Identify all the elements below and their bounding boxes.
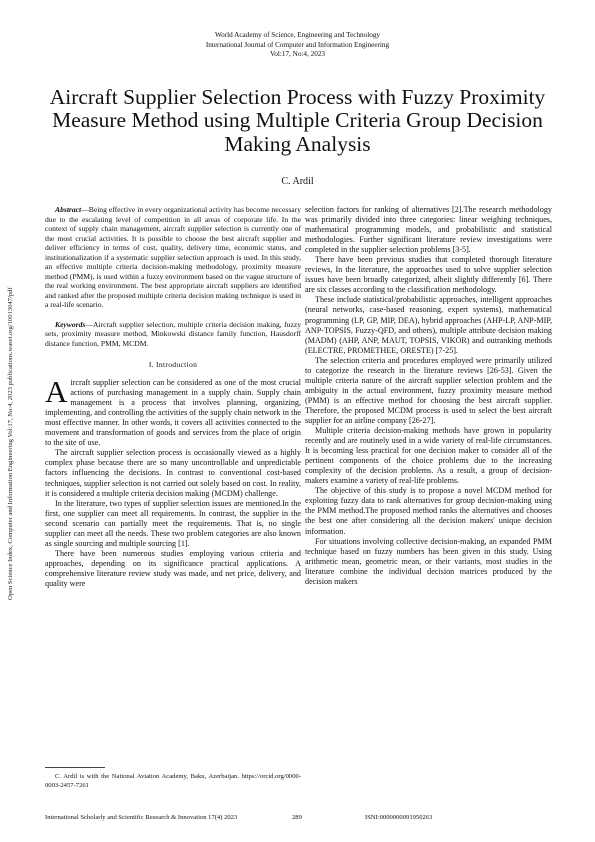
body-paragraph: The objective of this study is to propose a novel MCDM method for exploiting fuzzy data to rank alternatives for group decision-making using the PMM method.The proposed method ranks the alternatives and chooses the best one after considering all the decision makers' unique decision information. (305, 486, 552, 536)
abstract-label: Abstract (55, 205, 82, 214)
abstract (45, 205, 301, 310)
journal-header-line-1: World Academy of Science, Engineering and Technology (214, 31, 381, 39)
keywords-label: Keywords (55, 319, 86, 329)
page-number: 289 (292, 814, 302, 821)
body-paragraph: The selection criteria and procedures employed were primarily utilized to categorize the research in the literature reviews [26-53]. Given the multiple criteria nature of the aircraft supplier selection problem and the ambiguity in the actual environment, fuzzy proximity measure method (PMM) is an effective method for choosing the best aircraft supplier. Therefore, the proposed MCDM process is used to select the best aircraft supplier for an airline company [26-27]. (305, 355, 552, 425)
body-paragraph: There have been numerous studies employing various criteria and approaches, depending on its significance practical applications. A comprehensive literature review study was made, and net price, delivery, and quality were (45, 548, 301, 588)
footer-journal-info: International Scholarly and Scientific Research & Innovation 17(4) 2023 (45, 814, 238, 821)
keywords-text: —Aircraft supplier selection, multiple criteria decision making, fuzzy sets, proximity measure method, Minkowski distance family function, Hausdorff distance function, PMM, MCDM. (45, 319, 301, 348)
section-heading-introduction: I. Introduction (148, 360, 198, 369)
paragraph-text: ircraft supplier selection can be considered as one of the most crucial actions of purchasing management in a supply chain. Supply chain management is a process that involves planning, organizing, implementing, and controlling the activities of the supply chain network in the most effective manner. In other words, it covers all activities connected to the movement and transformation of goods and services from the place of origin to the site of use. (45, 378, 301, 448)
author-name: C. Ardil (281, 176, 314, 187)
body-paragraph: Multiple criteria decision-making methods have grown in popularity recently and are routinely used in a wide variety of real-life circumstances. It is becoming less practical for one decision maker to consider all of the pertinent components of the choice problems due to the increasing complexity of the decision problems. As a result, a group of decision-makers examine a variety of real-life problems. (305, 426, 552, 486)
journal-header-line-3: Vol:17, No:4, 2023 (270, 50, 325, 59)
body-paragraph: selection factors for ranking of alternatives [2].The research methodology was primarily divided into three categories: linear weighing techniques, mathematical programming models, and probabilistic and statistical methodologies. Further significant literature review investigations were completed in the supplier selection problems [3-5]. (305, 205, 552, 255)
body-paragraph: These include statistical/probabilistic approaches, intelligent approaches (neural networks, case-based reasoning, expert systems), mathematical programming (LP, GP, MIP, DEA), hybrid approaches (AHP-LP, ANP-MIP, ANP-TOPSIS, Fuzzy-QFD, and others), multiple attribute decision making (MADM) (AHP, ANP, MAUT, TOPSIS, VIKOR) and outranking methods (ELECTRE, PROMETHEE, ORESTE) [7-25]. (305, 295, 552, 355)
abstract-text: —Being effective in every organizational activity has become necessary due to the escalating level of competition in all areas of corporate life. In the context of supply chain management, aircraft supplier selection is currently one of the most crucial activities. It is possible to choose the best aircraft supplier and deliver efficiency in terms of cost, quality, delivery time, economic status, and institutionalization if a systematic supplier selection approach is used. In this study, an effective multiple criteria decision-making methodology, proximity measure method (PMM), is used within a fuzzy environment based on the vague structure of the real working environment. The best appropriate aircraft suppliers are identified and ranked after the proposed multiple criteria decision making technique is used in a real-life scenario. (45, 205, 301, 309)
body-paragraph: For situations involving collective decision-making, an expanded PMM technique based on fuzzy numbers has been given in this study. Using arithmetic mean, geometric mean, or their variants, most studies in the literature combine the individual decision matrices produced by the decision makers (305, 536, 552, 586)
journal-header-line-2: International Journal of Computer and Information Engineering (205, 40, 390, 49)
open-science-index-sidebar: Open Science Index, Computer and Information Engineering Vol:17, No:4, 2023 publications.waset.org/10013047/pdf (7, 287, 14, 600)
body-paragraph: The aircraft supplier selection process is occasionally viewed as a highly complex phase because there are so many uncontrollable and unpredictable factors influencing the decisions. In contrast to conventional cost-based techniques, supplier selection is not carried out solely based on cost. In reality, it is considered a multiple criteria decision making (MCDM) challenge. (45, 448, 301, 498)
drop-cap: A (45, 374, 68, 410)
journal-header (0, 31, 595, 60)
keywords (45, 320, 301, 349)
paper-title: Aircraft Supplier Selection Process with Fuzzy Proximity Measure Method using Multiple Criteria Group Decision Making Analysis (49, 85, 546, 156)
body-paragraph: In the literature, two types of supplier selection issues are mentioned.In the first, one supplier can meet all requirements. In contrast, the supplier in the second scenario can partially meet the requirements. That is, no single supplier can meet all the needs. These two problem categories are also known as single sourcing and multiple sourcing [1]. (45, 498, 301, 548)
intro-paragraph (45, 374, 301, 448)
left-column (45, 205, 301, 589)
right-column (305, 205, 552, 587)
body-paragraph: There have been previous studies that completed thorough literature reviews, In the literature, the approaches used to solve supplier selection issues have been broadly categorized, albeit slightly differently [6]. There are six classes according to the classification methodology. (305, 255, 552, 295)
author-footnote: C. Ardil is with the National Aviation Academy, Baku, Azerbaijan. https://orcid.org/0000-0003-2457-7261 (45, 773, 301, 789)
footnote-divider (45, 767, 105, 768)
footer-isni: ISNI:0000000091950263 (365, 814, 433, 821)
